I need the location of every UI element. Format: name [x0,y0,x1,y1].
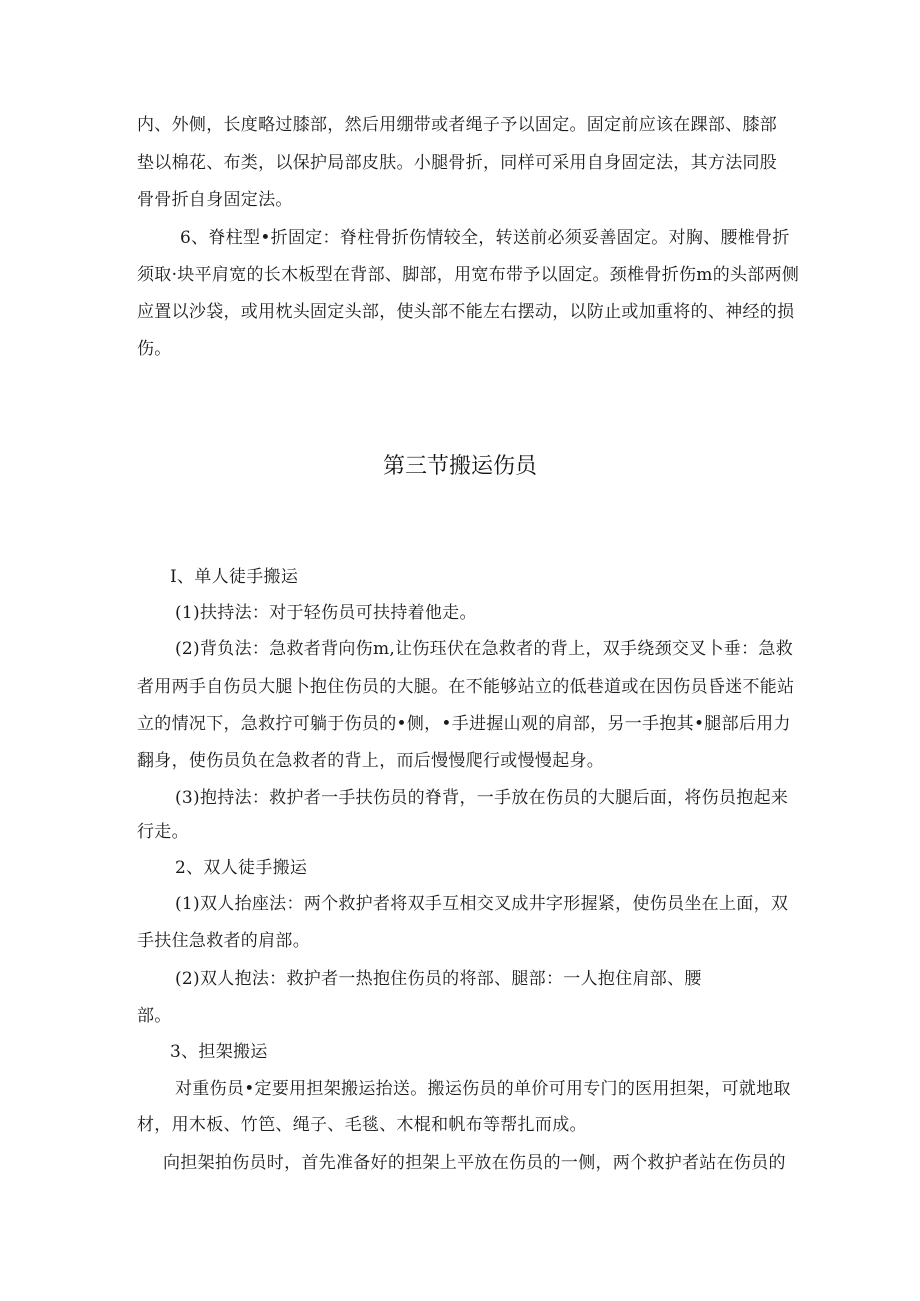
paragraph-line: 垫以棉花、布类，以保护局部皮肤。小腿骨折，同样可采用自身固定法，其方法同股 [137,153,778,173]
paragraph-line: 骨骨折自身固定法。 [137,190,293,210]
section-title: 第三节搬运伤员 [382,454,537,479]
subheading-line: I、单人徒手搬运 [170,567,299,587]
paragraph-line: 对重伤员•定要用担架搬运抬送。搬运伤员的单价可用专门的医用担架，可就地取 [175,1079,791,1099]
paragraph-line: 应置以沙袋，或用枕头固定头部，使头部不能左右摆动，以防止或加重将的、神经的损 [137,302,795,322]
paragraph-line: 翻身，使伤员负在急救者的背上，而后慢慢爬行或慢慢起身。 [137,751,605,771]
paragraph-line: 立的情况下，急救拧可躺于伤员的•侧，•手进握山观的肩部，另一手抱其•腿部后用力 [137,714,791,734]
paragraph-line: 6、脊柱型•折固定：脊柱骨折伤情较全，转送前必须妥善固定。对胸、腰椎骨折 [180,228,790,248]
paragraph-line: 向担架拍伤员时，首先准备好的担架上平放在伤员的一侧，两个救护者站在伤员的 [163,1153,786,1173]
paragraph-line: 须取·块平肩宽的长木板型在背部、脚部，用宽布带予以固定。颈椎骨折伤m的头部两侧 [137,265,800,285]
subheading-line: 3、担架搬运 [170,1042,268,1062]
paragraph-line: (2)双人抱法：救护者一热抱住伤员的将部、腿部：一人抱住肩部、腰 [175,969,702,989]
paragraph-line: 手扶住急救者的肩部。 [137,931,310,951]
paragraph-line: 者用两手自伤员大腿卜抱住伤员的大腿。在不能够站立的低巷道或在因伤员昏迷不能站 [137,677,795,697]
subheading-line: 2、双人徒手搬运 [175,858,308,878]
paragraph-line: 材，用木板、竹笆、绳子、毛毯、木棍和帆布等帮扎而成。 [137,1115,587,1135]
paragraph-line: 内、外侧，长度略过膝部，然后用绷带或者绳子予以固定。固定前应该在踝部、膝部 [137,115,778,135]
paragraph-line: (1)双人抬座法：两个救护者将双手互相交叉成井字形握紧，使伤员坐在上面，双 [175,894,789,914]
paragraph-line: 伤。 [137,339,172,359]
paragraph-line: (3)抱持法：救护者一手扶伤员的脊背，一手放在伤员的大腿后面，将伤员抱起来 [175,788,789,808]
paragraph-line: 行走。 [137,822,189,842]
paragraph-line: (2)背负法：急救者背向伤m,让伤珏伏在急救者的背上，双手绕颈交叉卜垂：急救 [175,639,794,659]
paragraph-line: (1)扶持法：对于轻伤员可扶持着他走。 [175,603,477,623]
paragraph-line: 部。 [137,1006,172,1026]
